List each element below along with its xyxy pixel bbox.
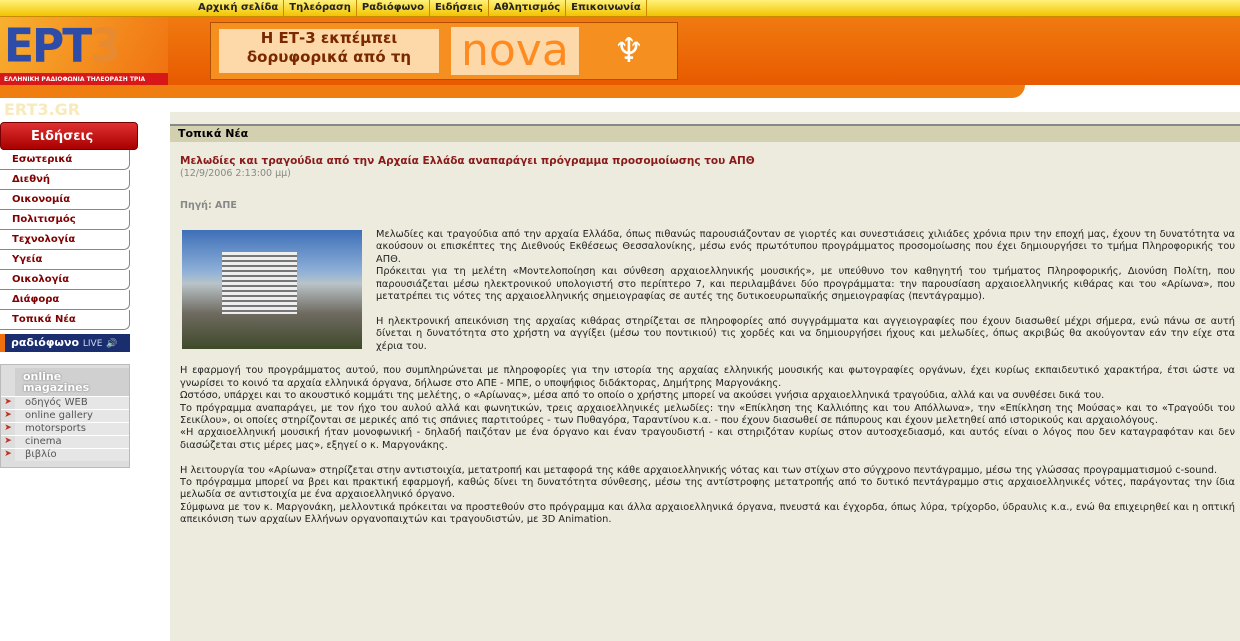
- arrow-icon: ➤: [4, 436, 12, 446]
- sidebar-item-health[interactable]: Υγεία: [0, 250, 130, 270]
- article-paragraph: [180, 465, 1235, 527]
- nova-banner-ad[interactable]: [210, 22, 678, 80]
- arrow-icon: ➤: [4, 449, 12, 459]
- arrow-icon: ➤: [4, 397, 12, 407]
- article-body: [180, 229, 1235, 539]
- sidebar-item-ecology[interactable]: Οικολογία: [0, 270, 130, 290]
- article-source: Πηγή: ΑΠΕ: [180, 200, 237, 211]
- sidebar: [0, 100, 130, 468]
- logo-text: ΕΡΤ3: [4, 19, 119, 74]
- article-title: Μελωδίες και τραγούδια από την Αρχαία Ελλάδα αναπαράγει πρόγραμμα προσομοίωσης του ΑΠΘ: [180, 155, 755, 167]
- magazine-link[interactable]: [1, 435, 129, 448]
- paragraph-line: Πρόκειται για τη μελέτη «Μοντελοποίηση και σύνθεση αρχαιοελληνικής μουσικής», με υπεύθυνο τον καθηγητή του τμήματος Πληροφορικής, Διονύση Πολίτη, που παρουσιάζεται μέσω ηλεκτρονικού υπολογιστή στο περίπτερο 7, και περιλαμβάνει δύο προγράμματα: την παρουσίαση αρχαιοελληνικής κιθάρας και του «Αρίωνα», που μετατρέπει τις νότες της αρχαιοελληνικής σημειογραφίας σε αυτές της δυτικοευρωπαϊκής σημειογραφίας (πεντάγραμμο).: [376, 266, 1235, 303]
- paragraph-line: «Η αρχαιοελληνική μουσική ήταν μονοφωνική - δηλαδή παιζόταν με ένα όργανο και έναν τραγουδιστή - και στηριζόταν κυρίως στον αυτοσχεδιασμό, και αυτός είναι ο λόγος που δεν καταγραφόταν και δεν διασώζεται στις μέρες μας», εξηγεί ο κ. Μαργονάκης.: [180, 427, 1235, 451]
- top-navigation: [0, 0, 1240, 17]
- magazine-link[interactable]: [1, 409, 129, 422]
- section-title: Τοπικά Νέα: [170, 124, 1240, 142]
- magazines-heading: [15, 368, 129, 396]
- magazine-label: cinema: [15, 436, 129, 448]
- arrow-icon: ➤: [4, 423, 12, 433]
- paragraph-line: Η ηλεκτρονική απεικόνιση της αρχαίας κιθάρας στηρίζεται σε πληροφορίες από συγγράμματα και αγγειογραφίες που έχουν διασωθεί μέχρι σήμερα, ενώ πάνω σε αυτή δίνεται η δυνατότητα στο χρήστη να αγγίξει (μέσω του ποντικιού) τις χορδές και να δημιουργήσει ήχους και μελωδίες, όπως ακριβώς θα ακούγονταν εάν την είχε στα χέρια του.: [376, 315, 1235, 352]
- nav-television[interactable]: Τηλεόραση: [284, 0, 357, 16]
- site-watermark: ERT3.GR: [4, 100, 81, 119]
- paragraph-line: Σύμφωνα με τον κ. Μαργονάκη, μελλοντικά πρόκειται να προστεθούν στο πρόγραμμα και άλλα αρχαιοελληνικά όργανα, πνευστά και έγχορδα, όπως λύρα, τρίχορδο, ύδραυλις κ.α., ενώ θα επιχειρηθεί και η οπτική απεικόνιση των αρχαίων Ελλήνων οργανοπαιχτών και τραγουδιστών, με 3D Animation.: [180, 501, 1235, 526]
- banner-line2: δορυφορικά από τη: [246, 48, 412, 66]
- sidebar-item-international[interactable]: Διεθνή: [0, 170, 130, 190]
- header-band: [0, 85, 1025, 98]
- radio-label: ραδιόφωνο: [11, 336, 80, 349]
- nav-news[interactable]: Ειδήσεις: [430, 0, 489, 16]
- mag-title-1: online: [23, 370, 62, 383]
- nav-contact[interactable]: Επικοινωνία: [566, 0, 647, 16]
- article-date: (12/9/2006 2:13:00 μμ): [180, 168, 291, 179]
- magazine-link[interactable]: [1, 396, 129, 409]
- paragraph-line: Το πρόγραμμα αναπαράγει, με τον ήχο του αυλού αλλά και φωνητικών, τρεις αρχαιοελληνικές μελωδίες: την «Επίκληση της Καλλιόπης και του Απόλλωνα», την «Επίκληση της Μούσας» και το «Τραγούδι του Σεικίλου», οι οποίες στηρίζονται σε μερικές από τις σπάνιες παρτιτούρες - των Πυθαγόρα, Ταραντίνου κ.α. - που έχουν διασωθεί σε πάπυρους και έχουν μελετηθεί από ιστορικούς και αρχαιολόγους.: [180, 402, 1235, 427]
- news-header-button[interactable]: Ειδήσεις: [0, 122, 138, 150]
- paragraph-line: Η λειτουργία του «Αρίωνα» στηρίζεται στην αντιστοιχία, μετατροπή και μεταφορά της κάθε αρχαιοελληνικής νότας και των στίχων στο σύγχρονο πεντάγραμμο, μέσω της γλώσσας προγραμματισμού c-sound.: [180, 464, 1218, 476]
- magazine-label: online gallery: [15, 410, 129, 422]
- nova-brand: nova: [451, 27, 579, 75]
- speaker-icon: 🔊: [106, 339, 118, 349]
- sidebar-item-technology[interactable]: Τεχνολογία: [0, 230, 130, 250]
- magazine-link[interactable]: [1, 448, 129, 461]
- magazine-label: motorsports: [15, 423, 129, 435]
- main-content: [170, 112, 1240, 641]
- banner-line1: Η ΕΤ-3 εκπέμπει: [260, 29, 398, 47]
- sidebar-item-misc[interactable]: Διάφορα: [0, 290, 130, 310]
- live-label: LIVE: [82, 339, 103, 349]
- article-photo: [182, 230, 362, 349]
- nova-logo-icon: ♆: [613, 31, 645, 71]
- radio-live-button[interactable]: [0, 334, 130, 352]
- nav-home[interactable]: Αρχική σελίδα: [193, 0, 284, 16]
- sidebar-item-economy[interactable]: Οικονομία: [0, 190, 130, 210]
- ert3-logo[interactable]: [0, 17, 168, 85]
- magazine-label: βιβλίο: [15, 449, 129, 461]
- paragraph-line: Η εφαρμογή του προγράμματος αυτού, που συμπληρώνεται με πληροφορίες για την ιστορία της αρχαίας ελληνικής μουσικής και φωτογραφίες οργάνων, έχει κυρίως εκπαιδευτικό χαρακτήρα, έτσι ώστε να γνωρίσει το κοινό τα αρχαία ελληνικά όργανα, δήλωσε στο ΑΠΕ - ΜΠΕ, ο υποψήφιος διδάκτορας, Δημήτρης Μαργονάκης.: [180, 365, 1235, 389]
- online-magazines: [0, 364, 130, 468]
- nav-sports[interactable]: Αθλητισμός: [489, 0, 566, 16]
- sidebar-item-culture[interactable]: Πολιτισμός: [0, 210, 130, 230]
- sidebar-item-domestic[interactable]: Εσωτερικά: [0, 150, 130, 170]
- paragraph-line: Το πρόγραμμα μπορεί να βρει και πρακτική εφαρμογή, καθώς δίνει τη δυνατότητα σύνθεσης, μέσω της αντίστροφης μετατροπής από το δυτικό πεντάγραμμο στις αρχαιοελληνικές νότες, παράγοντας την ίδια μελωδία σε αντιστοιχία με ένα αρχαιοελληνικό όργανο.: [180, 477, 1235, 501]
- banner-text: [219, 29, 439, 73]
- paragraph-line: Ωστόσο, υπάρχει και το ακουστικό κομμάτι της μελέτης, ο «Αρίωνας», μέσα από το οποίο ο χρήστης μπορεί να ακούσει γνήσια αρχαιοελληνικά τραγούδια, αλλά και να συνθέσει δικά του.: [180, 390, 1105, 402]
- news-category-menu: [0, 150, 130, 330]
- paragraph-line: Μελωδίες και τραγούδια από την αρχαία Ελλάδα, όπως πιθανώς παρουσιάζονταν σε γιορτές και συνεστιάσεις χιλιάδες χρόνια πριν την εποχή μας, έχουν τη δυνατότητα να ακούσουν οι επισκέπτες της Διεθνούς Εκθέσεως Θεσσαλονίκης, μέσω ενός πρωτότυπου προγράμματος προσομοίωσης που έχει δημιουργήσει το τμήμα Πληροφορικής του ΑΠΘ.: [376, 229, 1235, 265]
- mag-title-2: magazines: [23, 381, 90, 394]
- logo-tagline: ΕΛΛΗΝΙΚΗ ΡΑΔΙΟΦΩΝΙΑ ΤΗΛΕΟΡΑΣΗ ΤΡΙΑ: [0, 73, 168, 85]
- magazine-link[interactable]: [1, 422, 129, 435]
- nav-radio[interactable]: Ραδιόφωνο: [357, 0, 430, 16]
- sidebar-item-local-news[interactable]: Τοπικά Νέα: [0, 310, 130, 330]
- magazine-label: οδηγός WEB: [15, 397, 129, 409]
- arrow-icon: ➤: [4, 410, 12, 420]
- article-paragraph: [180, 365, 1235, 452]
